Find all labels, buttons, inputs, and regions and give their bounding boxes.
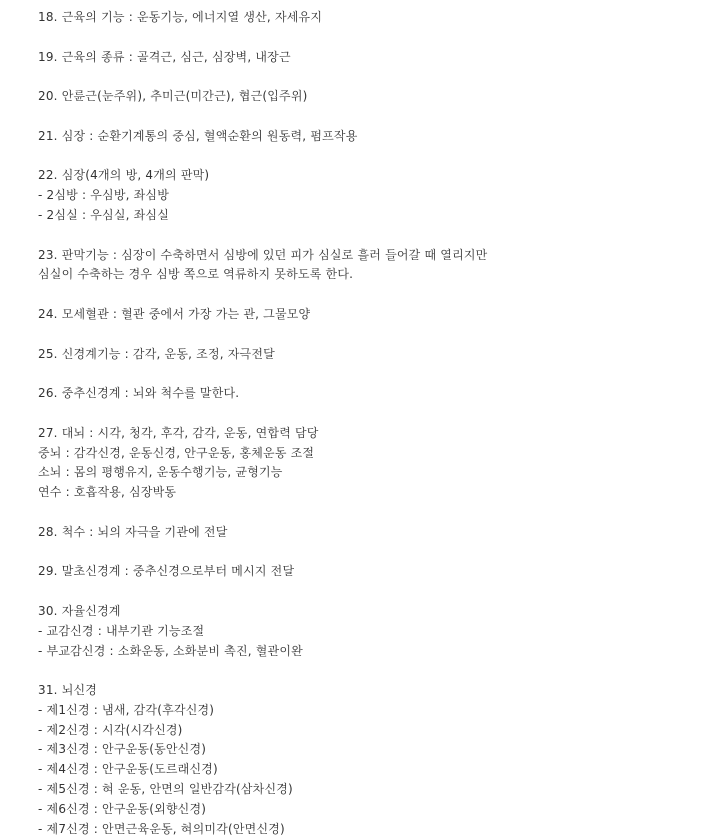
text-line: 23. 판막기능 : 심장이 수축하면서 심방에 있던 피가 심실로 흘러 들어갈 때 열리지만 (38, 247, 488, 262)
text-line: - 부교감신경 : 소화운동, 소화분비 촉진, 혈관이완 (38, 643, 303, 658)
text-line: - 2심실 : 우심실, 좌심실 (38, 207, 170, 222)
item-22 (38, 166, 718, 225)
text-line: 31. 뇌신경 (38, 683, 98, 698)
item-26 (38, 384, 718, 404)
text-line: 22. 심장(4개의 방, 4개의 판막) (38, 168, 210, 183)
text-line: 18. 근육의 기능 : 운동기능, 에너지열 생산, 자세유지 (38, 10, 323, 24)
text-line: - 제5신경 : 혀 운동, 안면의 일반감각(삼차신경) (38, 782, 293, 797)
text-line: 27. 대뇌 : 시각, 청각, 후각, 감각, 운동, 연합력 담당 (38, 425, 319, 440)
item-19 (38, 48, 718, 68)
text-line: - 교감신경 : 내부기관 기능조절 (38, 623, 205, 638)
text-line: 26. 중추신경계 : 뇌와 척수를 말한다. (38, 386, 240, 401)
text-line: - 제4신경 : 안구운동(도르래신경) (38, 762, 218, 777)
item-30 (38, 602, 718, 661)
text-line: 심실이 수축하는 경우 심방 쪽으로 역류하지 못하도록 한다. (38, 267, 354, 282)
text-line: 30. 자율신경계 (38, 603, 121, 618)
item-29 (38, 562, 718, 582)
text-line: - 제7신경 : 안면근육운동, 혀의미각(안면신경) (38, 821, 285, 836)
item-27 (38, 424, 718, 503)
text-line: 19. 근육의 종류 : 골격근, 심근, 심장벽, 내장근 (38, 49, 291, 64)
text-line: 28. 척수 : 뇌의 자극을 기관에 전달 (38, 524, 228, 539)
text-line: 소뇌 : 몸의 평행유지, 운동수행기능, 균형기능 (38, 465, 283, 480)
text-line: - 제3신경 : 안구운동(동안신경) (38, 742, 207, 757)
text-line: 21. 심장 : 순환기계통의 중심, 혈액순환의 원동력, 펌프작용 (38, 128, 358, 143)
text-line: - 제6신경 : 안구운동(외향신경) (38, 801, 207, 816)
text-line: 연수 : 호흡작용, 심장박동 (38, 485, 177, 500)
item-31 (38, 681, 718, 839)
item-24 (38, 305, 718, 325)
text-line: 25. 신경계기능 : 감각, 운동, 조정, 자극전달 (38, 346, 275, 361)
item-25 (38, 345, 718, 365)
item-28 (38, 523, 718, 543)
item-21 (38, 127, 718, 147)
text-line: 중뇌 : 감각신경, 운동신경, 안구운동, 홍체운동 조절 (38, 445, 315, 460)
text-line: 29. 말초신경계 : 중추신경으로부터 메시지 전달 (38, 564, 295, 579)
item-18 (38, 8, 718, 28)
text-line: 24. 모세혈관 : 혈관 중에서 가장 가는 관, 그물모양 (38, 306, 311, 321)
text-line: - 제2신경 : 시각(시각신경) (38, 722, 183, 737)
text-line: 20. 안륜근(눈주위), 추미근(미간근), 협근(입주위) (38, 89, 308, 104)
text-line: - 제1신경 : 냄새, 감각(후각신경) (38, 702, 215, 717)
item-20 (38, 87, 718, 107)
document-body (38, 8, 718, 839)
item-23 (38, 246, 718, 286)
text-line: - 2심방 : 우심방, 좌심방 (38, 188, 170, 203)
